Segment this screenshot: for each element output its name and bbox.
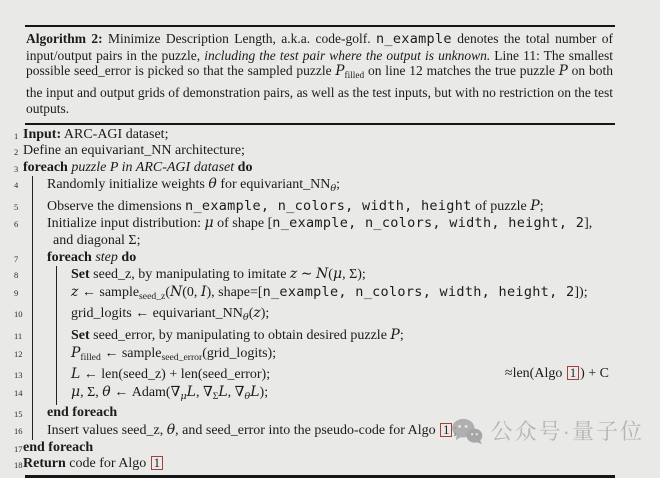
- text-segment: ;: [539, 198, 544, 214]
- text-segment: Minimize Description Length, a.k.a. code-golf.: [102, 31, 376, 46]
- text-segment: Input:: [23, 126, 62, 142]
- block-indent-bar: [47, 305, 71, 327]
- block-indent-bar: [23, 198, 47, 216]
- algo-line-5: [14, 198, 615, 216]
- algo-line-3: [14, 160, 615, 177]
- text-segment: L: [250, 383, 260, 400]
- block-indent-bar: [23, 327, 47, 345]
- block-indent-bar: [47, 284, 71, 306]
- text-segment: Randomly initialize weights: [47, 177, 209, 193]
- algo-line-8: [14, 266, 615, 284]
- line-content: [47, 250, 615, 267]
- text-segment: , Σ,: [80, 384, 103, 400]
- block-indent-bar: [23, 305, 47, 327]
- text-segment: θ: [244, 390, 251, 402]
- text-segment: L: [71, 366, 81, 383]
- text-segment: Algorithm 2:: [26, 31, 103, 46]
- line-number: 11: [14, 331, 23, 342]
- line-number: 10: [14, 309, 23, 320]
- text-segment: end foreach: [23, 439, 94, 455]
- block-indent-bar: [23, 422, 47, 440]
- algo-line-9: [14, 284, 615, 306]
- text-segment: , and seed_error into the pseudo-code for Algo: [175, 423, 440, 439]
- text-segment: seed_z: [139, 290, 166, 302]
- text-segment: ]);: [574, 284, 588, 300]
- line-number: 7: [14, 253, 19, 264]
- block-indent-bar: [23, 366, 47, 384]
- text-segment: seed_error, by manipulating to obtain desired puzzle: [89, 328, 391, 344]
- text-segment: do: [121, 249, 137, 265]
- block-indent-bar: [47, 366, 71, 384]
- text-segment: , Σ);: [342, 267, 366, 283]
- line-number: 1: [14, 130, 19, 141]
- watermark: [451, 415, 644, 446]
- text-segment: on both the input and output grids of demonstration pairs, as well as the test inputs, but with no restriction on the test outputs.: [26, 63, 613, 116]
- text-segment: ;: [399, 328, 404, 344]
- bottom-rule: [25, 475, 615, 478]
- text-segment: including the test pair where the output is unknown.: [204, 47, 491, 63]
- text-segment: μ: [204, 215, 214, 232]
- block-indent-bar: [47, 327, 71, 345]
- text-segment: do: [237, 159, 253, 175]
- text-segment: );: [259, 384, 269, 400]
- text-segment: foreach: [47, 249, 92, 265]
- text-segment: (grid_logits);: [202, 345, 277, 361]
- text-segment: Σ: [212, 390, 219, 402]
- text-segment: ← sample: [100, 345, 162, 361]
- text-segment: z: [289, 266, 298, 283]
- text-segment: I: [200, 283, 207, 300]
- text-segment: Define an equivariant_NN architecture;: [23, 143, 245, 159]
- text-segment: , ∇: [195, 384, 213, 400]
- text-segment: P: [530, 197, 540, 214]
- text-segment: n_example, n_colors, width, height, 2: [272, 215, 585, 232]
- algorithm-box: [14, 25, 615, 478]
- algo-line-4: [14, 176, 615, 198]
- text-segment: denotes the total number of input/output pairs in the puzzle,: [26, 31, 613, 63]
- text-segment: ∼: [297, 267, 317, 283]
- text-segment: n_example, n_colors, width, height, 2: [262, 283, 575, 300]
- line-content: [71, 345, 615, 367]
- algo-line-1: [14, 127, 615, 144]
- line-content: [71, 384, 615, 406]
- line-number: 3: [14, 163, 19, 174]
- text-segment: ← sample: [78, 284, 140, 300]
- text-segment: ), shape=[: [206, 284, 263, 300]
- block-indent-bar: [47, 384, 71, 406]
- text-segment: of puzzle: [471, 198, 531, 214]
- block-indent-bar: [23, 345, 47, 367]
- text-segment: ],: [584, 216, 593, 232]
- block-indent-bar: [47, 345, 71, 367]
- text-segment: L: [186, 383, 196, 400]
- text-segment: Set: [71, 328, 90, 344]
- block-indent-bar: [23, 250, 47, 267]
- line-number: 8: [14, 270, 19, 281]
- text-segment: ← Adam(∇: [110, 384, 181, 400]
- text-segment: ;: [336, 177, 341, 193]
- algo-line-10: [14, 305, 615, 327]
- text-segment: θ: [330, 183, 337, 195]
- text-segment: end foreach: [47, 405, 118, 421]
- text-segment: (: [248, 306, 254, 322]
- line-number: 2: [14, 147, 19, 158]
- block-indent-bar: [23, 176, 47, 198]
- wechat-icon: [451, 418, 483, 444]
- text-segment: step: [91, 249, 122, 265]
- algo-ref-link[interactable]: 1: [151, 456, 163, 470]
- line-content: [71, 284, 615, 306]
- text-segment: (: [328, 267, 333, 283]
- algo-line-12: [14, 345, 615, 367]
- text-segment: P: [71, 344, 81, 361]
- text-segment: Return: [23, 456, 66, 472]
- algo-line-11: [14, 327, 615, 345]
- block-indent-bar: [23, 405, 47, 422]
- algo-ref-link[interactable]: 1: [440, 423, 452, 437]
- text-segment: n_example, n_colors, width, height: [185, 197, 472, 214]
- text-segment: for equivariant_NN: [216, 177, 331, 193]
- text-segment: ) + C: [580, 366, 609, 382]
- text-segment: P: [335, 63, 345, 80]
- text-segment: Insert values seed_z,: [47, 423, 167, 439]
- text-segment: seed_z, by manipulating to imitate: [89, 267, 290, 283]
- algo-line-6: [14, 215, 615, 249]
- text-segment: filled: [344, 71, 365, 82]
- text-segment: z: [253, 305, 261, 322]
- line-content: [23, 160, 615, 177]
- text-segment: Observe the dimensions: [47, 198, 186, 214]
- line-content: [71, 266, 615, 284]
- text-segment: L: [218, 383, 228, 400]
- text-segment: filled: [80, 351, 101, 363]
- algo-line-18: [14, 456, 615, 473]
- block-indent-bar: [23, 266, 47, 284]
- algo-ref-link[interactable]: 1: [567, 366, 579, 380]
- line-number: 18: [14, 460, 23, 471]
- line-number: 4: [14, 180, 19, 191]
- text-segment: on line 12 matches the true puzzle: [364, 63, 559, 79]
- text-segment: );: [260, 306, 270, 322]
- line-number: 12: [14, 348, 23, 359]
- algo-line-2: [14, 143, 615, 160]
- block-indent-bar: [23, 384, 47, 406]
- line-content: [23, 143, 615, 160]
- text-segment: θ: [242, 312, 249, 324]
- text-segment: N: [170, 283, 183, 300]
- line-number: 13: [14, 370, 23, 381]
- text-segment: ARC-AGI dataset;: [61, 126, 169, 142]
- line-number: 6: [14, 219, 19, 230]
- text-segment: and diagonal Σ;: [53, 233, 141, 249]
- text-segment: ← len(seed_z) + len(seed_error);: [80, 367, 271, 383]
- line-content: [71, 305, 615, 327]
- text-segment: (: [165, 284, 170, 300]
- line-content: [23, 127, 615, 144]
- text-segment: θ: [166, 422, 176, 439]
- line-number: 9: [14, 287, 19, 298]
- text-segment: ≈len(Algo: [504, 366, 566, 382]
- text-segment: μ: [332, 266, 343, 283]
- algo-line-13: [14, 366, 615, 384]
- text-segment: code for Algo: [65, 456, 150, 472]
- algo-line-7: [14, 250, 615, 267]
- line-content: [47, 176, 615, 198]
- line-number: 5: [14, 201, 19, 212]
- text-segment: N: [316, 266, 329, 283]
- text-segment: seed_error: [161, 351, 203, 363]
- line-content: [47, 215, 615, 249]
- line-content: [71, 327, 615, 345]
- text-segment: Set: [71, 267, 90, 283]
- text-segment: P: [390, 327, 400, 344]
- line-number: 17: [14, 443, 23, 454]
- text-segment: θ: [208, 176, 217, 193]
- text-segment: P: [558, 63, 568, 80]
- block-indent-bar: [23, 284, 47, 306]
- line-number: 16: [14, 426, 23, 437]
- line-content: [47, 198, 615, 216]
- text-segment: z: [71, 283, 79, 300]
- watermark-text: 公众号·量子位: [490, 419, 644, 444]
- text-segment: Line 11: The smallest possible seed_error is picked so that the sampled puzzle: [26, 47, 613, 79]
- block-indent-bar: [23, 215, 47, 249]
- line-number: 15: [14, 409, 23, 420]
- text-segment: grid_logits ← equivariant_NN: [71, 306, 243, 322]
- block-indent-bar: [47, 266, 71, 284]
- text-segment: n_example: [375, 31, 452, 47]
- text-segment: of shape [: [213, 216, 273, 232]
- text-segment: puzzle P in ARC-AGI dataset: [67, 159, 238, 175]
- line-number: 14: [14, 387, 23, 398]
- line-right-annotation: [505, 366, 609, 383]
- line-content: [23, 456, 615, 473]
- text-segment: , ∇: [227, 384, 245, 400]
- text-segment: Initialize input distribution:: [47, 216, 205, 232]
- text-segment: foreach: [23, 159, 68, 175]
- text-segment: θ: [102, 383, 111, 400]
- text-segment: μ: [71, 383, 81, 400]
- text-segment: μ: [180, 390, 187, 402]
- algorithm-caption: [25, 27, 615, 120]
- algo-line-14: [14, 384, 615, 406]
- text-segment: (0,: [182, 284, 201, 300]
